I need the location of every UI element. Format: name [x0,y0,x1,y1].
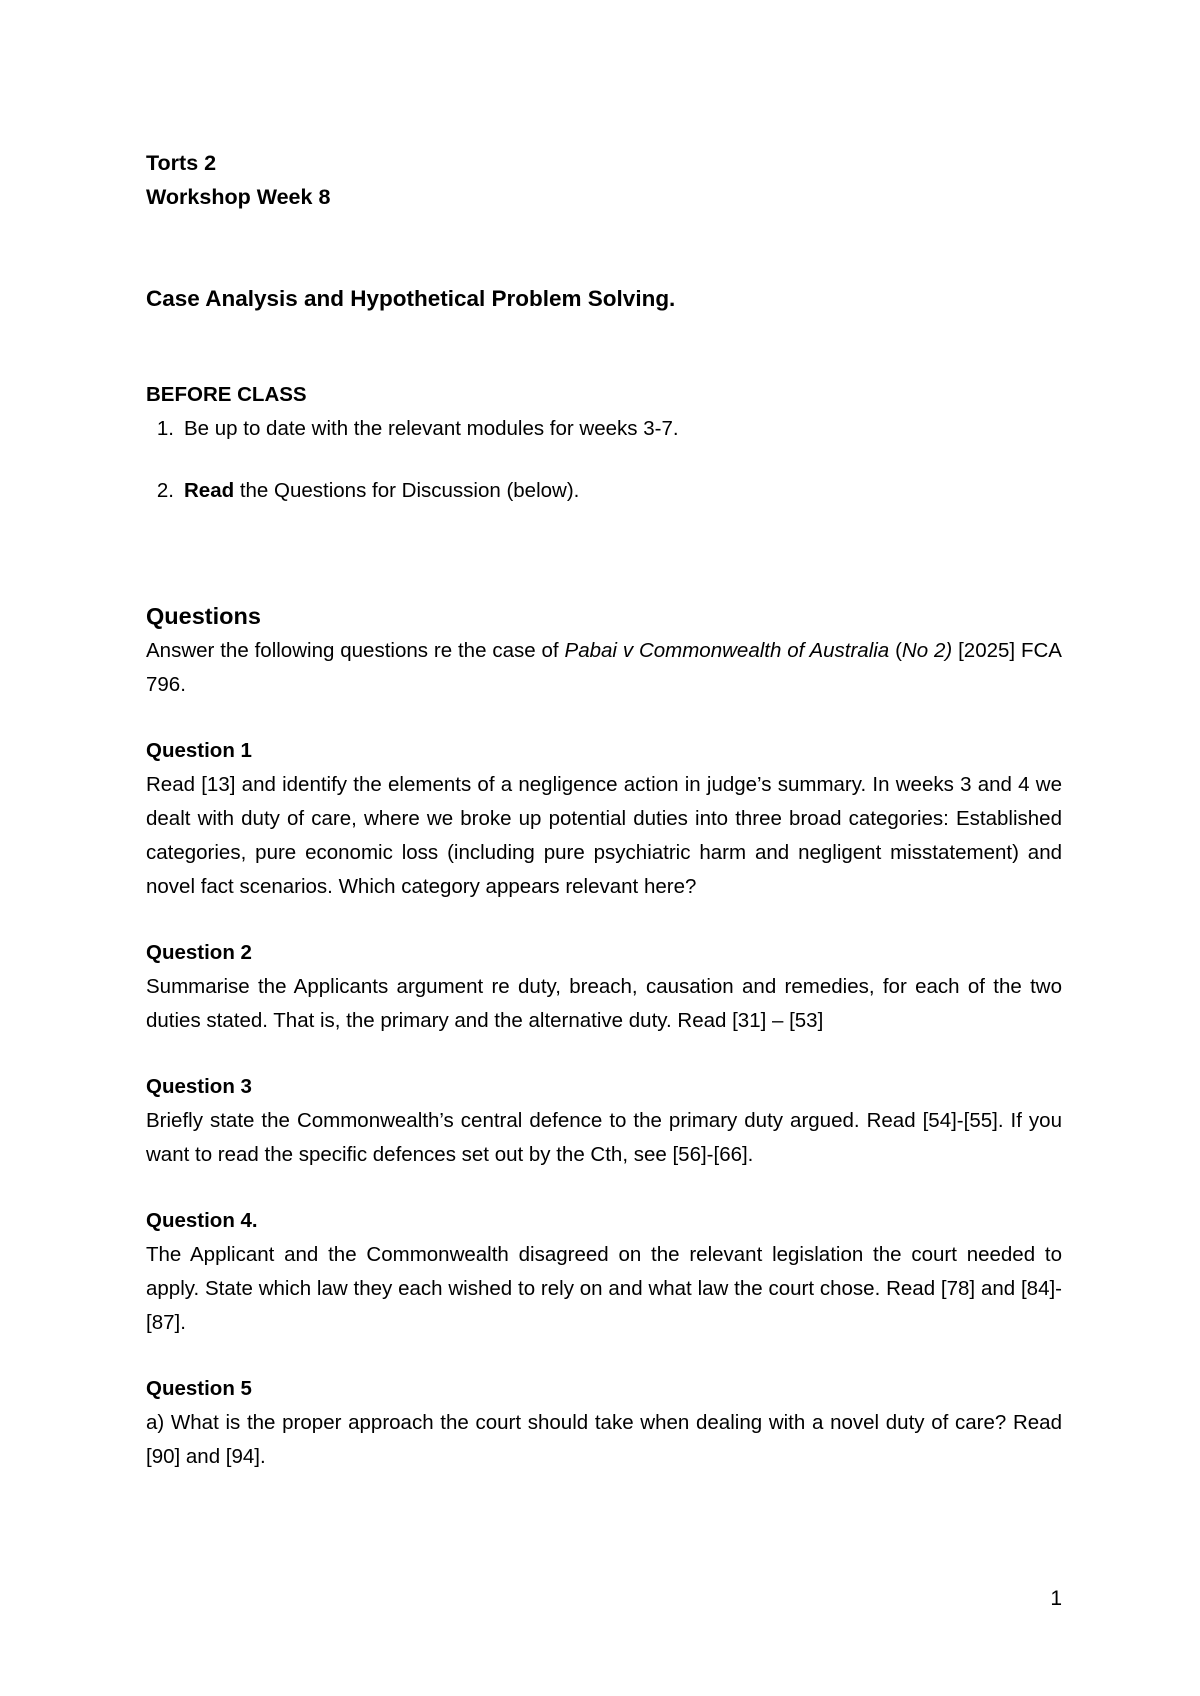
list-item-text: Be up to date with the relevant modules for weeks 3-7. [184,417,679,440]
spacer [146,316,1062,378]
document-title: Case Analysis and Hypothetical Problem Solving. [146,286,676,311]
document-body [146,146,1062,1474]
question-4 [146,1204,1062,1340]
question-text: Briefly state the Commonwealth’s central defence to the primary duty argued. Read [54]-[55]. If you want to read the specific defences set out by the Cth, see [56]-[66]. [146,1109,1062,1166]
list-number: 1. [156,417,174,440]
spacer [146,904,1062,936]
case-name: Pabai v Commonwealth of Australia [564,639,890,662]
before-class-list [146,412,1062,508]
spacer [146,1172,1062,1204]
question-text: Read [13] and identify the elements of a negligence action in judge’s summary. In weeks 3 and 4 we dealt with duty of care, where we broke up potential duties into three broad categories: Established categories, pure economic loss (including pure psychiatric harm and negligent misstatement) and novel fact scenarios. Which category appears relevant here? [146,773,1062,898]
before-class-item-2 [146,474,1062,508]
intro-post: [2025] FCA 796. [146,639,1062,696]
questions-heading: Questions [146,603,261,629]
question-heading: Question 3 [146,1075,252,1098]
question-heading: Question 4. [146,1209,258,1232]
spacer [146,1038,1062,1070]
intro-mid: ( [889,639,902,662]
list-item-bold: Read [184,479,235,502]
spacer [146,1340,1062,1372]
course-title: Torts 2 [146,151,217,175]
question-text: a) What is the proper approach the court should take when dealing with a novel duty of care? Read [90] and [94]. [146,1411,1062,1468]
question-heading: Question 5 [146,1377,252,1400]
question-1 [146,734,1062,904]
question-heading: Question 1 [146,739,252,762]
spacer [146,214,1062,282]
spacer [146,702,1062,734]
list-item-text: the Questions for Discussion (below). [234,479,580,502]
intro-pre: Answer the following questions re the case of [146,639,565,662]
question-2 [146,936,1062,1038]
question-text: Summarise the Applicants argument re duty, breach, causation and remedies, for each of the two duties stated. That is, the primary and the alternative duty. Read [31] – [53] [146,975,1062,1032]
questions-intro [146,634,1062,702]
question-5 [146,1372,1062,1474]
question-3 [146,1070,1062,1172]
workshop-week: Workshop Week 8 [146,185,331,209]
case-number: No 2) [901,639,953,662]
page-number: 1 [1050,1587,1062,1610]
before-class-item-1 [146,412,1062,446]
before-class-heading: BEFORE CLASS [146,383,307,406]
spacer [146,508,1062,598]
question-text: The Applicant and the Commonwealth disagreed on the relevant legislation the court needed to apply. State which law they each wished to rely on and what law the court chose. Read [78] and [84]-[87]. [146,1243,1062,1334]
question-heading: Question 2 [146,941,252,964]
list-number: 2. [156,479,174,502]
